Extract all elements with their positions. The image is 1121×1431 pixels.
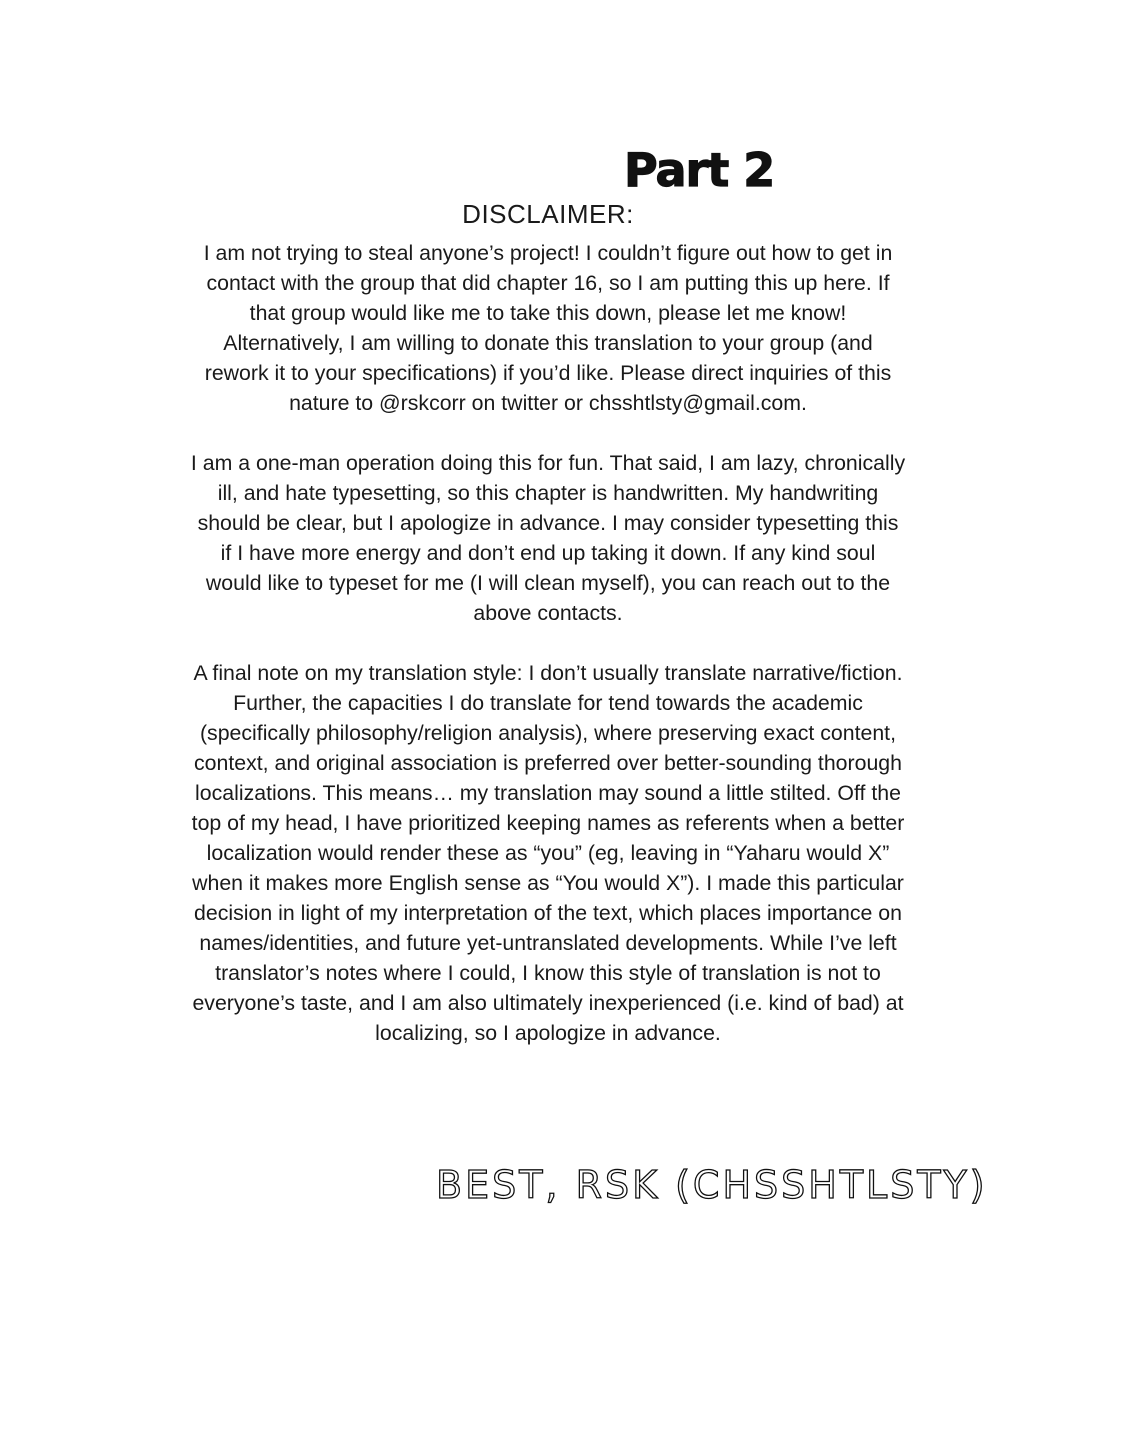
signature-text: BEST, RSK (CHSSHTLSTY) bbox=[436, 1163, 988, 1207]
part-label-text: Part 2 bbox=[624, 143, 775, 197]
disclaimer-body bbox=[190, 238, 906, 1078]
part-label-graphic bbox=[622, 138, 782, 198]
paragraph-ownership: I am not trying to steal anyone’s project! I couldn’t figure out how to get in contact with the group that did chapter 16, so I am putting this up here. If that group would like me to take this down, please let me know! Alternatively, I am willing to donate this translation to your group (and rework it to your specifications) if you’d like. Please direct inquiries of this nature to @rskcorr on twitter or chsshtlsty@gmail.com. bbox=[203, 241, 893, 415]
paragraph-translation-style: A final note on my translation style: I don’t usually translate narrative/fiction. Further, the capacities I do translate for tend towards the academic (specifically philosophy/religion analysis), where preserving exact content, context, and original association is preferred over better-sounding thorough localizations. This means… my translation may sound a little stilted. Off the top of my head, I have prioritized keeping names as referents when a better localization would render these as “you” (eg, leaving in “Yaharu would X” when it makes more English sense as “You would X”). I made this particular decision in light of my interpretation of the text, which places importance on names/identities, and future yet-untranslated developments. While I’ve left translator’s notes where I could, I know this style of translation is not to everyone’s taste, and I am also ultimately inexperienced (i.e. kind of bad) at localizing, so I apologize in advance. bbox=[191, 661, 905, 1045]
disclaimer-heading: DISCLAIMER: bbox=[462, 199, 634, 229]
paragraph-handwriting: I am a one-man operation doing this for fun. That said, I am lazy, chronically ill, and hate typesetting, so this chapter is handwritten. My handwriting should be clear, but I apologize in advance. I may consider typesetting this if I have more energy and don’t end up taking it down. If any kind soul would like to typeset for me (I will clean myself), you can reach out to the above contacts. bbox=[190, 451, 906, 625]
signature-graphic bbox=[432, 1152, 988, 1222]
part-label-handwritten bbox=[622, 138, 782, 198]
handwritten-signature bbox=[432, 1152, 988, 1222]
